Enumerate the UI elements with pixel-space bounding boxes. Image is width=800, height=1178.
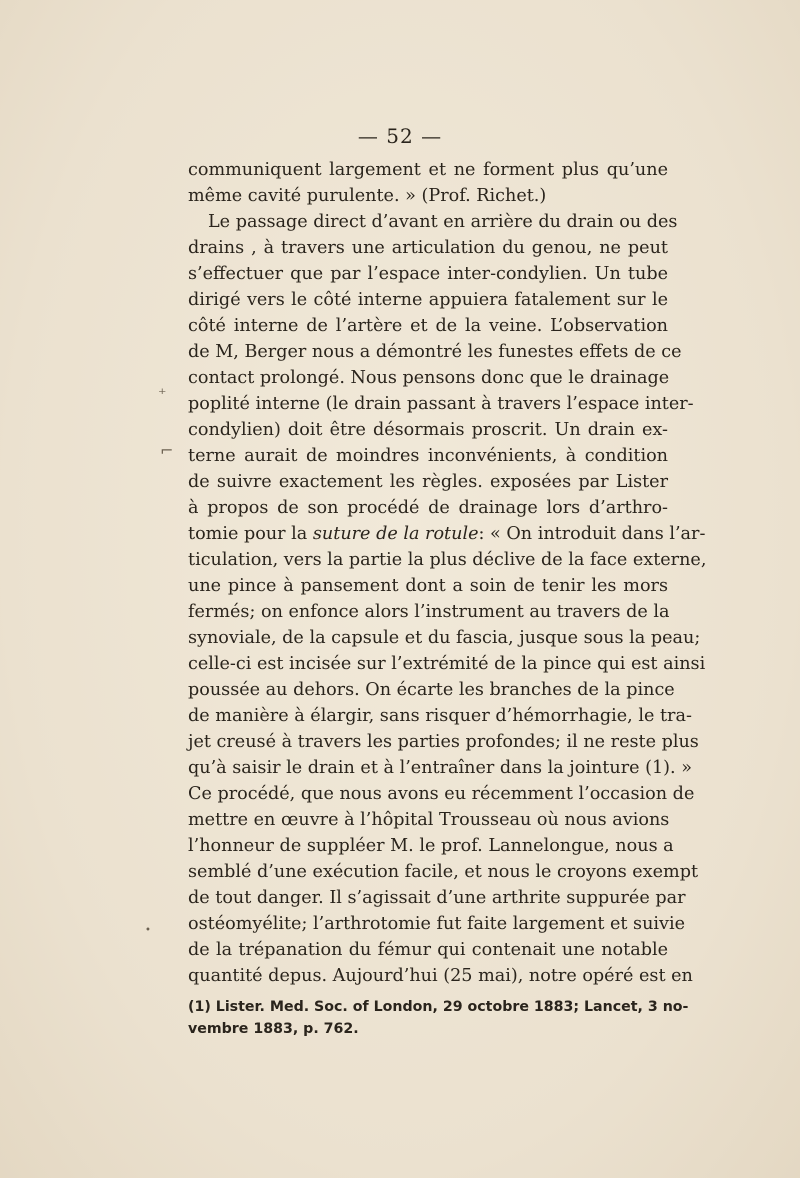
text-line: de manière à élargir, sans risquer d’hémorrhagie, le tra- — [188, 706, 692, 726]
text-line: celle-ci est incisée sur l’extrémité de la pince qui est ainsi — [188, 654, 706, 674]
text-line: communiquent largement et ne forment plus qu’une — [188, 160, 668, 180]
text-line: qu’à saisir le drain et à l’entraîner dans la jointure (1). » — [188, 758, 692, 778]
text-line: ostéomyélite; l’arthrotomie fut faite largement et suivie — [188, 914, 686, 934]
text-line: côté interne de l’artère et de la veine. L’observation — [188, 316, 668, 336]
footnote — [188, 996, 689, 1040]
text-line: dirigé vers le côté interne appuiera fatalement sur le — [188, 290, 668, 310]
margin-pencil-mark: ⁺ — [158, 384, 167, 403]
text-line: condylien) doit être désormais proscrit. Un drain ex- — [188, 420, 668, 440]
text-line: de la trépanation du fémur qui contenait une notable — [188, 940, 668, 960]
text-line: de tout danger. Il s’agissait d’une arthrite suppurée par — [188, 888, 686, 908]
text-line: Ce procédé, que nous avons eu récemment l’occasion de — [188, 784, 695, 804]
page-number: — 52 — — [357, 124, 443, 148]
text-run: : « On introduit dans l’ar- — [478, 524, 706, 544]
text-line: même cavité purulente. » (Prof. Richet.) — [188, 186, 547, 206]
footnote-line: vembre 1883, p. 762. — [188, 1021, 359, 1037]
margin-dot-mark: • — [145, 925, 151, 936]
text-line: jet creusé à travers les parties profondes; il ne reste plus — [188, 732, 699, 752]
text-line: terne aurait de moindres inconvénients, à condition — [188, 446, 668, 466]
text-line: quantité depus. Aujourd’hui (25 mai), notre opéré est en — [188, 966, 693, 986]
text-line: ticulation, vers la partie la plus déclive de la face externe, — [188, 550, 707, 570]
text-line: l’honneur de suppléer M. le prof. Lannelongue, nous a — [188, 836, 674, 856]
text-line: fermés; on enfonce alors l’instrument au travers de la — [188, 602, 670, 622]
italic-title: suture de la rotule — [312, 524, 479, 544]
margin-pencil-mark: ⌐ — [160, 441, 174, 460]
text-line: Le passage direct d’avant en arrière du drain ou des — [208, 212, 678, 232]
text-line: à propos de son procédé de drainage lors d’arthro- — [188, 498, 668, 518]
text-line: semblé d’une exécution facile, et nous le croyons exempt — [188, 862, 699, 882]
text-line: s’effectuer que par l’espace inter-condylien. Un tube — [188, 264, 668, 284]
text-line: une pince à pansement dont a soin de tenir les mors — [188, 576, 668, 596]
text-line: de M, Berger nous a démontré les funestes effets de ce — [188, 342, 682, 362]
text-line: drains , à travers une articulation du genou, ne peut — [188, 238, 668, 258]
text-line: mettre en œuvre à l’hôpital Trousseau où nous avions — [188, 810, 670, 830]
footnote-line: (1) Lister. Med. Soc. of London, 29 octobre 1883; Lancet, 3 no- — [188, 999, 689, 1015]
body-text — [188, 157, 707, 989]
text-line: de suivre exactement les règles. exposées par Lister — [188, 472, 668, 492]
text-line: contact prolongé. Nous pensons donc que le drainage — [188, 368, 670, 388]
text-line: poplité interne (le drain passant à travers l’espace inter- — [188, 394, 694, 414]
text-line-mixed — [188, 521, 706, 547]
text-run: tomie pour la — [188, 524, 308, 544]
text-line: synoviale, de la capsule et du fascia, jusque sous la peau; — [188, 628, 701, 648]
text-line: poussée au dehors. On écarte les branches de la pince — [188, 680, 675, 700]
